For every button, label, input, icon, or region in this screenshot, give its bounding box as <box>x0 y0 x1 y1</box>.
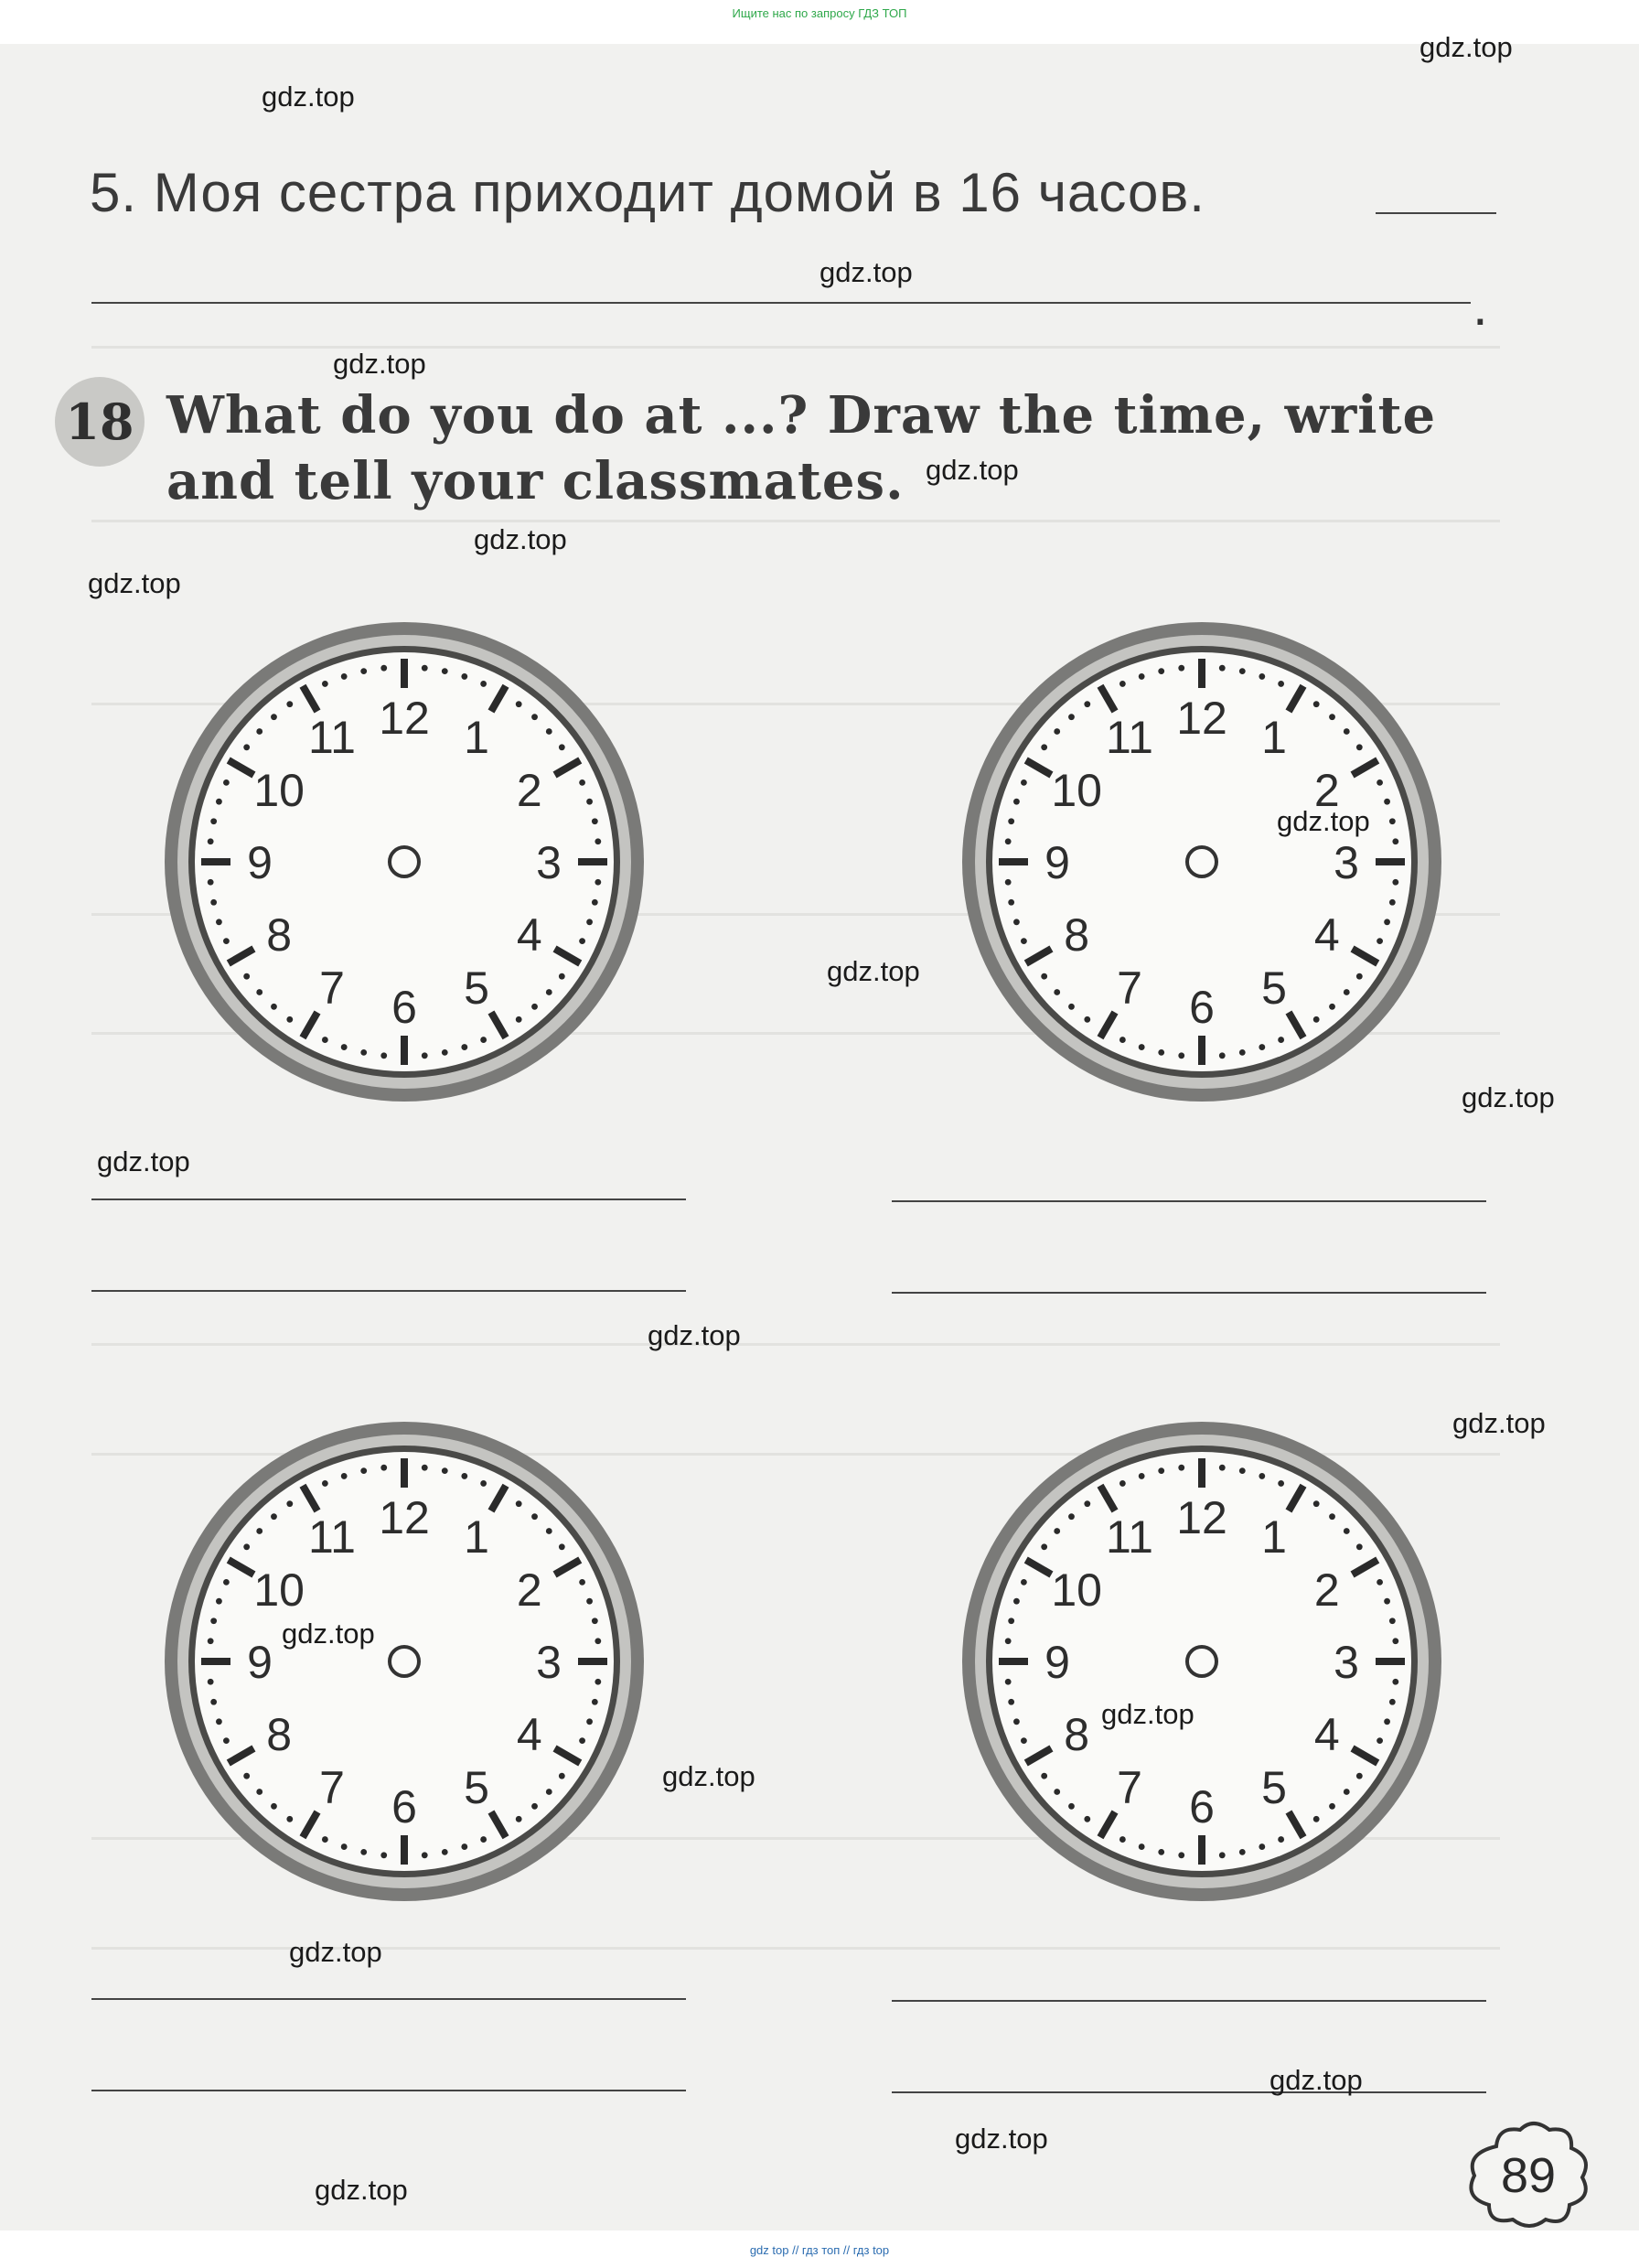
exercise-number-badge: 18 <box>55 377 145 467</box>
minute-dot <box>341 1044 348 1050</box>
answer-line[interactable] <box>91 2090 686 2091</box>
minute-dot <box>1158 1849 1164 1855</box>
minute-dot <box>322 681 328 687</box>
instruction-line-2: and tell your classmates. <box>166 451 905 511</box>
minute-dot <box>210 1618 217 1624</box>
clock-number: 12 <box>1176 1492 1227 1543</box>
minute-dot <box>461 673 467 680</box>
minute-dot <box>1356 1543 1363 1550</box>
minute-dot <box>579 938 585 944</box>
clock-number: 4 <box>1313 1709 1340 1760</box>
minute-dot <box>546 728 552 735</box>
minute-dot <box>1313 701 1320 707</box>
watermark: gdz.top <box>820 256 913 288</box>
minute-dot <box>592 818 598 824</box>
clock-number: 3 <box>536 837 562 888</box>
minute-dot <box>1329 1513 1335 1520</box>
minute-dot <box>1158 1049 1164 1056</box>
answer-line[interactable] <box>91 1198 686 1200</box>
minute-dot <box>1119 681 1126 687</box>
minute-dot <box>256 989 262 995</box>
minute-dot <box>595 1638 601 1644</box>
clock-number: 12 <box>379 693 430 744</box>
clock-number: 6 <box>391 982 417 1033</box>
minute-dot <box>1084 1816 1090 1822</box>
minute-dot <box>422 665 428 672</box>
page-number-badge <box>1460 2121 1597 2230</box>
minute-dot <box>1389 899 1396 906</box>
minute-dot <box>1178 1465 1184 1471</box>
faint-rule <box>91 520 1500 522</box>
minute-dot <box>1068 1803 1075 1810</box>
clock-number: 6 <box>391 1781 417 1833</box>
clock-number: 3 <box>1334 837 1359 888</box>
minute-dot <box>216 799 222 805</box>
minute-dot <box>516 701 522 707</box>
watermark: gdz.top <box>1277 805 1370 837</box>
clock-number: 10 <box>253 1564 305 1616</box>
minute-dot <box>442 668 448 674</box>
watermark: gdz.top <box>474 523 567 555</box>
minute-dot <box>480 1037 487 1043</box>
minute-dot <box>1239 1849 1246 1855</box>
minute-dot <box>559 1543 565 1550</box>
minute-dot <box>1005 838 1012 844</box>
minute-dot <box>586 919 593 925</box>
minute-dot <box>586 799 593 805</box>
minute-dot <box>559 973 565 980</box>
minute-dot <box>1054 1528 1060 1534</box>
clock-number: 5 <box>1261 1761 1287 1813</box>
answer-line[interactable] <box>892 2091 1486 2093</box>
minute-dot <box>1377 938 1383 944</box>
minute-dot <box>1389 818 1396 824</box>
watermark: gdz.top <box>289 1936 382 1968</box>
minute-dot <box>1384 1598 1390 1605</box>
answer-line[interactable] <box>91 1290 686 1292</box>
minute-dot <box>461 1044 467 1050</box>
watermark: gdz.top <box>1452 1407 1546 1439</box>
minute-dot <box>223 1579 230 1585</box>
clock-number: 11 <box>308 712 356 764</box>
watermark: gdz.top <box>1101 1698 1194 1730</box>
minute-dot <box>1013 799 1020 805</box>
minute-dot <box>271 1513 277 1520</box>
clock-number: 11 <box>1106 1511 1153 1564</box>
minute-dot <box>1384 1718 1390 1725</box>
minute-dot <box>216 1718 222 1725</box>
minute-dot <box>1239 1049 1246 1056</box>
minute-dot <box>1313 1500 1320 1507</box>
watermark: gdz.top <box>827 955 920 987</box>
minute-dot <box>592 899 598 906</box>
faint-rule <box>91 346 1500 349</box>
sentence-period: . <box>1473 275 1488 337</box>
minute-dot <box>559 1773 565 1779</box>
clock-number: 8 <box>1064 909 1090 961</box>
minute-dot <box>243 1543 250 1550</box>
clock-number: 5 <box>1261 962 1287 1014</box>
watermark: gdz.top <box>1462 1081 1555 1113</box>
clock-number: 3 <box>1334 1637 1359 1688</box>
minute-dot <box>243 1773 250 1779</box>
minute-dot <box>1329 714 1335 720</box>
minute-dot <box>1329 1004 1335 1010</box>
minute-dot <box>1392 1638 1398 1644</box>
minute-dot <box>1068 714 1075 720</box>
minute-dot <box>1084 1016 1090 1023</box>
clock-number: 1 <box>1261 1511 1287 1564</box>
minute-dot <box>380 1465 387 1471</box>
answer-line[interactable] <box>892 1292 1486 1294</box>
clock-number: 2 <box>1313 765 1340 816</box>
minute-dot <box>208 1638 214 1644</box>
clock-number: 12 <box>1176 693 1227 744</box>
minute-dot <box>223 1737 230 1744</box>
minute-dot <box>1021 1579 1027 1585</box>
minute-dot <box>380 1052 387 1059</box>
minute-dot <box>1278 1836 1284 1843</box>
clock-number: 9 <box>247 1637 273 1688</box>
minute-dot <box>1344 1528 1350 1534</box>
minute-dot <box>1384 799 1390 805</box>
minute-dot <box>271 1004 277 1010</box>
clock-number: 9 <box>1044 837 1070 888</box>
minute-dot <box>1013 1718 1020 1725</box>
watermark: gdz.top <box>648 1319 741 1351</box>
minute-dot <box>592 1618 598 1624</box>
minute-dot <box>210 818 217 824</box>
minute-dot <box>1384 919 1390 925</box>
minute-dot <box>1356 1773 1363 1779</box>
minute-dot <box>531 714 538 720</box>
minute-dot <box>1054 1789 1060 1795</box>
minute-dot <box>360 1849 367 1855</box>
clock-number: 1 <box>464 1511 489 1564</box>
minute-dot <box>480 1836 487 1843</box>
minute-dot <box>256 728 262 735</box>
clock-number: 7 <box>319 1761 345 1813</box>
minute-dot <box>516 1816 522 1822</box>
minute-dot <box>480 681 487 687</box>
minute-dot <box>1005 879 1012 886</box>
clock-number: 7 <box>1117 1761 1142 1813</box>
clock-number: 10 <box>253 765 305 816</box>
watermark: gdz.top <box>282 1618 375 1650</box>
watermark: gdz.top <box>662 1760 755 1792</box>
minute-dot <box>1021 938 1027 944</box>
minute-dot <box>286 1816 293 1822</box>
clock-number: 4 <box>516 1709 542 1760</box>
minute-dot <box>322 1480 328 1487</box>
minute-dot <box>208 838 214 844</box>
answer-line[interactable] <box>892 2000 1486 2002</box>
watermark: gdz.top <box>88 567 181 599</box>
top-search-banner[interactable]: Ищите нас по запросу ГДЗ ТОП <box>732 6 907 20</box>
minute-dot <box>1389 1699 1396 1705</box>
clock-face[interactable] <box>148 1405 660 1918</box>
clock-number: 11 <box>1106 712 1153 764</box>
minute-dot <box>1344 1789 1350 1795</box>
watermark: gdz.top <box>1419 31 1513 63</box>
minute-dot <box>360 1467 367 1474</box>
minute-dot <box>1139 673 1145 680</box>
minute-dot <box>1084 1500 1090 1507</box>
minute-dot <box>1219 1852 1226 1858</box>
answer-line[interactable] <box>892 1200 1486 1202</box>
minute-dot <box>559 744 565 750</box>
minute-dot <box>1219 665 1226 672</box>
minute-dot <box>461 1473 467 1479</box>
watermark: gdz.top <box>97 1145 190 1177</box>
minute-dot <box>1021 1737 1027 1744</box>
minute-dot <box>243 744 250 750</box>
minute-dot <box>1054 728 1060 735</box>
minute-dot <box>1356 973 1363 980</box>
clock-number: 4 <box>1313 909 1340 961</box>
minute-dot <box>579 1737 585 1744</box>
minute-dot <box>360 668 367 674</box>
minute-dot <box>360 1049 367 1056</box>
clock-face[interactable] <box>946 606 1458 1118</box>
minute-dot <box>1377 1737 1383 1744</box>
clock-number: 1 <box>1261 712 1287 764</box>
bottom-footer-banner[interactable]: gdz top // гдз топ // гдз top <box>749 2243 890 2257</box>
minute-dot <box>243 973 250 980</box>
minute-dot <box>1013 1598 1020 1605</box>
minute-dot <box>380 1852 387 1858</box>
minute-dot <box>1008 818 1014 824</box>
minute-dot <box>442 1467 448 1474</box>
minute-dot <box>442 1049 448 1056</box>
minute-dot <box>579 779 585 786</box>
sentence-5: 5. Моя сестра приходит домой в 16 часов. <box>90 162 1205 223</box>
minute-dot <box>322 1836 328 1843</box>
minute-dot <box>546 1528 552 1534</box>
minute-dot <box>1278 1480 1284 1487</box>
minute-dot <box>1041 1773 1047 1779</box>
minute-dot <box>1013 919 1020 925</box>
watermark: gdz.top <box>1269 2064 1363 2096</box>
minute-dot <box>1054 989 1060 995</box>
minute-dot <box>516 1016 522 1023</box>
minute-dot <box>341 1843 348 1850</box>
minute-dot <box>322 1037 328 1043</box>
clock-number: 6 <box>1189 1781 1215 1833</box>
minute-dot <box>442 1849 448 1855</box>
answer-line <box>91 302 1471 304</box>
minute-dot <box>1278 681 1284 687</box>
answer-line <box>1376 212 1496 214</box>
minute-dot <box>1178 1852 1184 1858</box>
minute-dot <box>1158 668 1164 674</box>
watermark: gdz.top <box>955 2123 1048 2155</box>
minute-dot <box>1344 728 1350 735</box>
minute-dot <box>461 1843 467 1850</box>
minute-dot <box>1344 989 1350 995</box>
minute-dot <box>208 1679 214 1685</box>
minute-dot <box>1219 1465 1226 1471</box>
minute-dot <box>595 879 601 886</box>
watermark: gdz.top <box>926 454 1019 486</box>
clock-face[interactable] <box>946 1405 1458 1918</box>
minute-dot <box>1005 1638 1012 1644</box>
minute-dot <box>1139 1473 1145 1479</box>
minute-dot <box>1068 1513 1075 1520</box>
minute-dot <box>1041 1543 1047 1550</box>
minute-dot <box>286 701 293 707</box>
instruction-line-1: What do you do at ...? Draw the time, write <box>166 385 1437 446</box>
clock-number: 4 <box>516 909 542 961</box>
minute-dot <box>1084 701 1090 707</box>
minute-dot <box>1008 1618 1014 1624</box>
minute-dot <box>1377 1579 1383 1585</box>
minute-dot <box>586 1718 593 1725</box>
minute-dot <box>208 879 214 886</box>
minute-dot <box>595 1679 601 1685</box>
clock-number: 10 <box>1051 765 1102 816</box>
minute-dot <box>480 1480 487 1487</box>
faint-rule <box>91 1343 1500 1346</box>
minute-dot <box>1119 1480 1126 1487</box>
minute-dot <box>1356 744 1363 750</box>
minute-dot <box>516 1500 522 1507</box>
clock-number: 5 <box>464 1761 489 1813</box>
minute-dot <box>1259 1044 1265 1050</box>
minute-dot <box>1313 1816 1320 1822</box>
clock-number: 12 <box>379 1492 430 1543</box>
minute-dot <box>592 1699 598 1705</box>
minute-dot <box>271 714 277 720</box>
watermark: gdz.top <box>315 2174 408 2206</box>
watermark: gdz.top <box>333 348 426 380</box>
minute-dot <box>1178 665 1184 672</box>
minute-dot <box>223 938 230 944</box>
minute-dot <box>1259 1843 1265 1850</box>
minute-dot <box>546 1789 552 1795</box>
minute-dot <box>531 1513 538 1520</box>
minute-dot <box>1377 779 1383 786</box>
minute-dot <box>210 1699 217 1705</box>
minute-dot <box>579 1579 585 1585</box>
minute-dot <box>1178 1052 1184 1059</box>
clock-number: 2 <box>1313 1564 1340 1616</box>
minute-dot <box>1392 1679 1398 1685</box>
minute-dot <box>1259 673 1265 680</box>
clock-number: 8 <box>266 909 293 961</box>
minute-dot <box>223 779 230 786</box>
minute-dot <box>216 919 222 925</box>
page-number: 89 <box>1500 2148 1557 2203</box>
minute-dot <box>256 1528 262 1534</box>
minute-dot <box>422 1852 428 1858</box>
minute-dot <box>271 1803 277 1810</box>
clock-number: 3 <box>536 1637 562 1688</box>
clock-number: 7 <box>319 962 345 1014</box>
minute-dot <box>1139 1843 1145 1850</box>
minute-dot <box>1008 899 1014 906</box>
minute-dot <box>286 1016 293 1023</box>
minute-dot <box>1005 1679 1012 1685</box>
minute-dot <box>1239 668 1246 674</box>
minute-dot <box>1329 1803 1335 1810</box>
minute-dot <box>210 899 217 906</box>
minute-dot <box>1278 1037 1284 1043</box>
answer-line[interactable] <box>91 1998 686 2000</box>
clock-number: 2 <box>516 765 542 816</box>
clock-number: 8 <box>1064 1709 1090 1760</box>
clock-number: 10 <box>1051 1564 1102 1616</box>
minute-dot <box>380 665 387 672</box>
minute-dot <box>1119 1836 1126 1843</box>
minute-dot <box>256 1789 262 1795</box>
minute-dot <box>1313 1016 1320 1023</box>
minute-dot <box>286 1500 293 1507</box>
minute-dot <box>531 1803 538 1810</box>
minute-dot <box>341 1473 348 1479</box>
minute-dot <box>1008 1699 1014 1705</box>
minute-dot <box>1041 973 1047 980</box>
minute-dot <box>1119 1037 1126 1043</box>
clock-number: 8 <box>266 1709 293 1760</box>
minute-dot <box>546 989 552 995</box>
minute-dot <box>1259 1473 1265 1479</box>
clock-number: 2 <box>516 1564 542 1616</box>
minute-dot <box>1158 1467 1164 1474</box>
minute-dot <box>1219 1052 1226 1059</box>
watermark: gdz.top <box>262 81 355 113</box>
minute-dot <box>1041 744 1047 750</box>
exercise-instruction <box>166 382 1520 514</box>
clock-number: 6 <box>1189 982 1215 1033</box>
minute-dot <box>1068 1004 1075 1010</box>
clock-number: 11 <box>308 1511 356 1564</box>
minute-dot <box>1389 1618 1396 1624</box>
minute-dot <box>586 1598 593 1605</box>
clock-number: 9 <box>247 837 273 888</box>
minute-dot <box>1139 1044 1145 1050</box>
minute-dot <box>422 1465 428 1471</box>
minute-dot <box>531 1004 538 1010</box>
minute-dot <box>1239 1467 1246 1474</box>
minute-dot <box>595 838 601 844</box>
minute-dot <box>1392 838 1398 844</box>
clock-number: 7 <box>1117 962 1142 1014</box>
minute-dot <box>216 1598 222 1605</box>
minute-dot <box>1021 779 1027 786</box>
minute-dot <box>341 673 348 680</box>
minute-dot <box>1392 879 1398 886</box>
clock-number: 1 <box>464 712 489 764</box>
minute-dot <box>422 1052 428 1059</box>
clock-number: 9 <box>1044 1637 1070 1688</box>
clock-number: 5 <box>464 962 489 1014</box>
clock-face[interactable] <box>148 606 660 1118</box>
